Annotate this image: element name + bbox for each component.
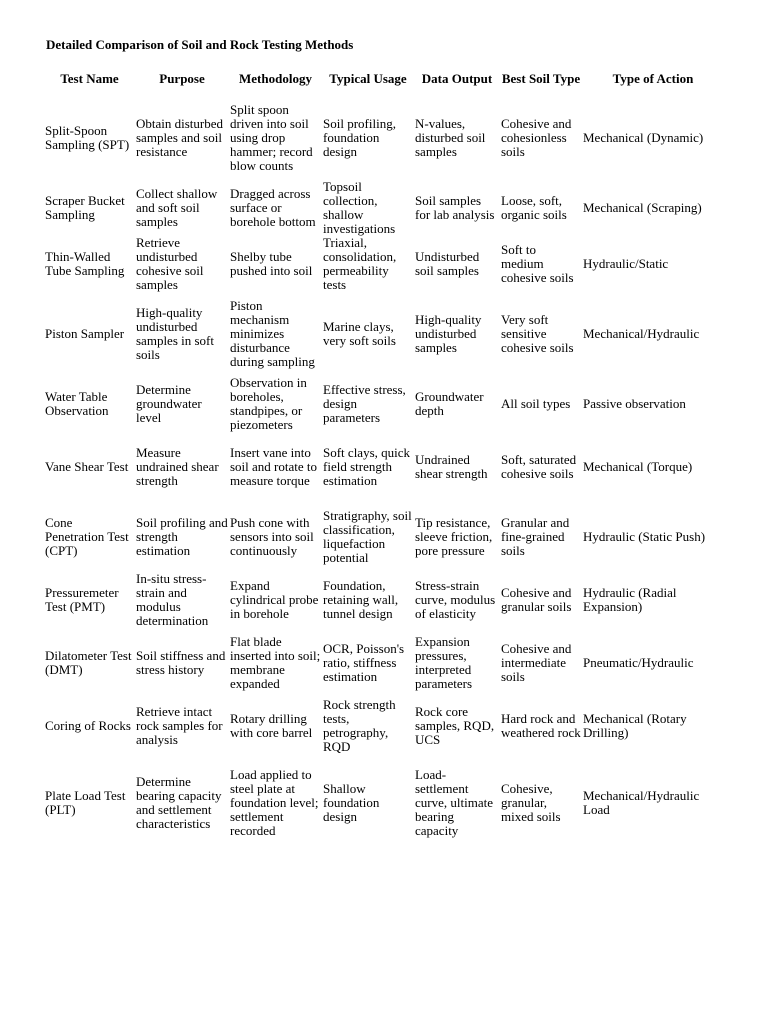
table-cell: Plate Load Test (PLT) xyxy=(45,788,126,817)
table-cell: Obtain disturbed samples and soil resistance xyxy=(136,116,224,159)
table-row xyxy=(44,292,724,376)
table-cell: Stress-strain curve, modulus of elasticity xyxy=(415,578,496,621)
table-cell: Cohesive and intermediate soils xyxy=(501,641,572,684)
column-header: Purpose xyxy=(159,71,205,86)
table-row xyxy=(44,376,724,432)
column-header: Test Name xyxy=(60,71,119,86)
table-row xyxy=(44,628,724,698)
table-cell: Undrained shear strength xyxy=(415,452,488,481)
column-header: Type of Action xyxy=(612,71,694,86)
table-cell: Observation in boreholes, standpipes, or piezometers xyxy=(230,375,307,432)
table-cell: Passive observation xyxy=(583,396,686,411)
table-cell: High-quality undisturbed samples in soft soils xyxy=(136,305,214,362)
table-cell: Groundwater depth xyxy=(415,389,484,418)
table-cell: Shelby tube pushed into soil xyxy=(230,249,313,278)
table-cell: Tip resistance, sleeve friction, pore pressure xyxy=(415,515,493,558)
table-row xyxy=(44,698,724,754)
table-header xyxy=(44,62,724,96)
table-cell: All soil types xyxy=(501,396,571,411)
table-cell: Cohesive and granular soils xyxy=(501,585,572,614)
table-cell: Soil samples for lab analysis xyxy=(415,193,495,222)
table-cell: Dilatometer Test (DMT) xyxy=(45,648,132,677)
table-cell: Soft to medium cohesive soils xyxy=(501,242,574,285)
table-cell: Push cone with sensors into soil continuously xyxy=(230,515,314,558)
table-cell: Undisturbed soil samples xyxy=(415,249,480,278)
table-cell: Measure undrained shear strength xyxy=(136,445,219,488)
table-cell: Determine bearing capacity and settlement characteristics xyxy=(136,774,222,831)
table-cell: Flat blade inserted into soil; membrane expanded xyxy=(230,634,321,691)
table-cell: Hydraulic/Static xyxy=(583,256,669,271)
table-cell: Scraper Bucket Sampling xyxy=(45,193,125,222)
table-cell: Pressuremeter Test (PMT) xyxy=(45,585,119,614)
table-cell: Vane Shear Test xyxy=(45,459,129,474)
column-header: Typical Usage xyxy=(329,71,407,86)
header-row xyxy=(44,62,724,96)
table-body xyxy=(44,96,724,852)
table-cell: Hard rock and weathered rock xyxy=(501,711,581,740)
table-cell: Retrieve intact rock samples for analysis xyxy=(136,704,223,747)
table-cell: Thin-Walled Tube Sampling xyxy=(45,249,125,278)
table-cell: High-quality undisturbed samples xyxy=(415,312,482,355)
table-row xyxy=(44,754,724,852)
column-header: Methodology xyxy=(239,71,312,86)
comparison-table xyxy=(44,62,724,852)
table-cell: Very soft sensitive cohesive soils xyxy=(501,312,574,355)
table-cell: Shallow foundation design xyxy=(323,781,380,824)
table-cell: Insert vane into soil and rotate to measure torque xyxy=(230,445,318,488)
table-cell: Mechanical/Hydraulic Load xyxy=(583,788,700,817)
table-row xyxy=(44,432,724,502)
table-cell: Cone Penetration Test (CPT) xyxy=(45,515,129,558)
table-cell: Cohesive, granular, mixed soils xyxy=(501,781,561,824)
table-cell: Loose, soft, organic soils xyxy=(501,193,567,222)
table-cell: Piston mechanism minimizes disturbance during sampling xyxy=(230,298,315,369)
table-cell: Granular and fine-grained soils xyxy=(501,515,570,558)
table-cell: Rotary drilling with core barrel xyxy=(230,711,313,740)
table-cell: Water Table Observation xyxy=(45,389,109,418)
page-title: Detailed Comparison of Soil and Rock Testing Methods xyxy=(46,37,354,52)
table-cell: Triaxial, consolidation, permeability tests xyxy=(323,235,397,292)
table-cell: Soft, saturated cohesive soils xyxy=(501,452,577,481)
table-cell: Load applied to steel plate at foundation level; settlement recorded xyxy=(230,767,319,838)
table-cell: Expand cylindrical probe in borehole xyxy=(230,578,319,621)
table-cell: Hydraulic (Static Push) xyxy=(583,529,706,544)
table-cell: Retrieve undisturbed cohesive soil samples xyxy=(136,235,204,292)
table-cell: Rock strength tests, petrography, RQD xyxy=(323,697,396,754)
table-cell: Effective stress, design parameters xyxy=(323,382,406,425)
table-cell: Dragged across surface or borehole bottom xyxy=(230,186,316,229)
table-cell: Mechanical (Dynamic) xyxy=(583,130,704,145)
table-row xyxy=(44,502,724,572)
column-header: Data Output xyxy=(421,71,493,86)
table-cell: Soil profiling and strength estimation xyxy=(136,515,228,558)
table-cell: Split spoon driven into soil using drop hammer; record blow counts xyxy=(230,102,313,173)
table-cell: OCR, Poisson's ratio, stiffness estimation xyxy=(323,641,405,684)
table-cell: Collect shallow and soft soil samples xyxy=(136,186,218,229)
table-cell: Pneumatic/Hydraulic xyxy=(583,655,694,670)
table-cell: Soil profiling, foundation design xyxy=(323,116,396,159)
table-cell: Mechanical/Hydraulic xyxy=(583,326,700,341)
table-cell: Determine groundwater level xyxy=(136,382,202,425)
table-cell: Load-settlement curve, ultimate bearing capacity xyxy=(415,767,493,838)
table-cell: Mechanical (Rotary Drilling) xyxy=(583,711,687,740)
table-cell: Coring of Rocks xyxy=(45,718,131,733)
table-row xyxy=(44,572,724,628)
table-cell: Expansion pressures, interpreted parameters xyxy=(415,634,473,691)
table-row xyxy=(44,236,724,292)
table-cell: Hydraulic (Radial Expansion) xyxy=(583,585,677,614)
column-header: Best Soil Type xyxy=(501,71,581,86)
table-cell: Stratigraphy, soil classification, liquefaction potential xyxy=(323,508,412,565)
table-cell: Mechanical (Torque) xyxy=(583,459,693,474)
table-cell: Topsoil collection, shallow investigations xyxy=(323,179,396,236)
table-cell: Soil stiffness and stress history xyxy=(136,648,226,677)
table-cell: Piston Sampler xyxy=(45,326,125,341)
table-cell: Soft clays, quick field strength estimation xyxy=(323,445,411,488)
table-row xyxy=(44,96,724,180)
table-cell: Mechanical (Scraping) xyxy=(583,200,702,215)
table-cell: Cohesive and cohesionless soils xyxy=(501,116,572,159)
table-cell: Split-Spoon Sampling (SPT) xyxy=(45,123,130,152)
table-cell: Marine clays, very soft soils xyxy=(323,319,396,348)
table-cell: Foundation, retaining wall, tunnel design xyxy=(323,578,399,621)
table-cell: Rock core samples, RQD, UCS xyxy=(415,704,495,747)
table-row xyxy=(44,180,724,236)
table-cell: In-situ stress-strain and modulus determination xyxy=(136,571,209,628)
table-cell: N-values, disturbed soil samples xyxy=(415,116,486,159)
